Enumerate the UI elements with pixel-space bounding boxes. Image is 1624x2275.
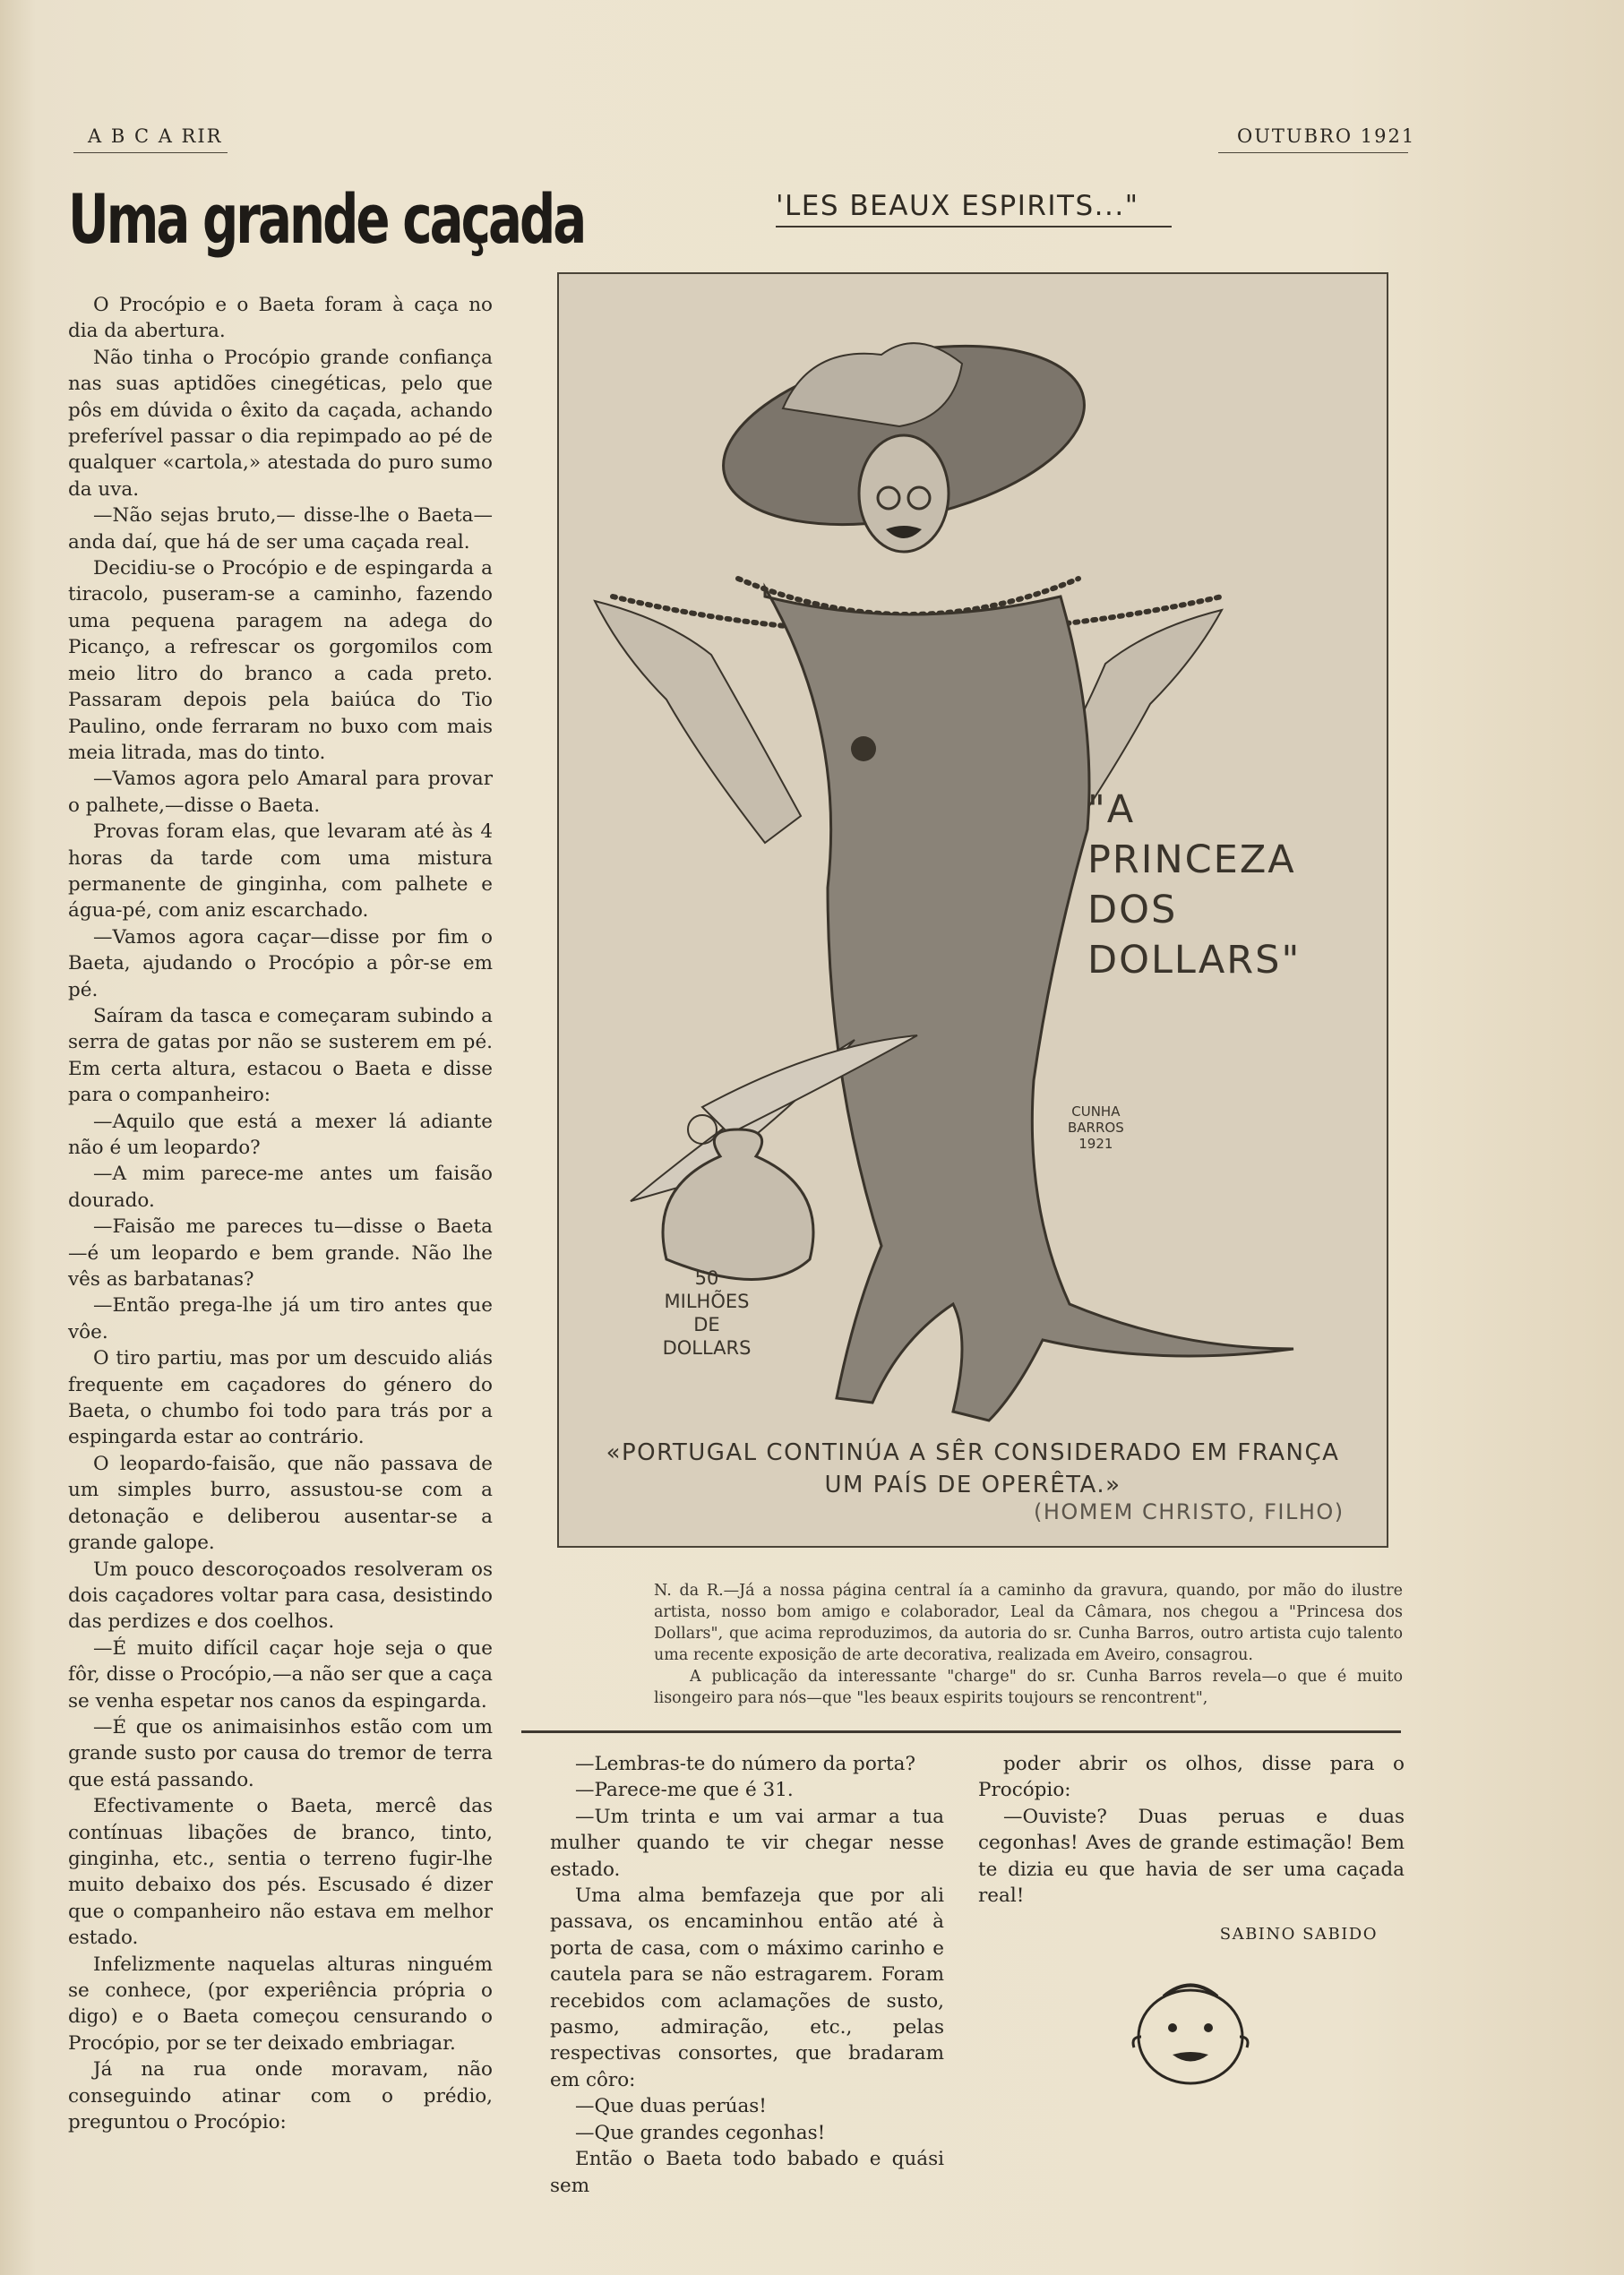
cartoon-title <box>1087 785 1387 985</box>
caption-author: (HOMEM CHRISTO, FILHO) <box>1034 1499 1345 1524</box>
paragraph: O Procópio e o Baeta foram à caça no dia da abertura. <box>68 294 493 343</box>
paragraph: —Que duas perúas! <box>575 2095 767 2118</box>
paragraph: —Ouviste? Duas peruas e duas cegonhas! Aves de grande estimação! Bem te dizia eu que havia de ser uma caçada real! <box>978 1805 1405 1908</box>
dress-shape <box>765 588 1293 1421</box>
caricature-face-icon <box>1123 1974 1258 2090</box>
bag-line: 50 <box>694 1267 719 1289</box>
cartoon-heading-rule <box>776 226 1172 228</box>
signature-line: BARROS <box>1068 1120 1124 1136</box>
paragraph: O tiro partiu, mas por um descuido aliás frequente em caçadores do género do Baeta, o chumbo foi todo para trás por a espingarda estar ao contrário. <box>68 1347 493 1449</box>
paragraph: —Vamos agora caçar—disse por fim o Baeta, ajudando o Procópio a pôr-se em pé. <box>68 925 493 1001</box>
bag-question-mark <box>688 1115 717 1144</box>
caption-line: «PORTUGAL CONTINÚA A SÊR CONSIDERADO EM FRANÇA <box>606 1439 1340 1466</box>
paragraph: —É muito difícil caçar hoje seja o que fôr, disse o Procópio,—a não ser que a caça se venha espetar nos canos da espingarda. <box>68 1636 493 1713</box>
arm-left <box>595 601 801 843</box>
cartoon-heading: 'LES BEAUX ESPIRITS..." <box>776 190 1139 222</box>
paragraph: —Lembras-te do número da porta? <box>575 1753 916 1775</box>
money-bag <box>663 1129 813 1280</box>
note-paragraph: A publicação da interessante "charge" do sr. Cunha Barros revela—o que é muito lisongeiro para nós—que "les beaux espirits toujours se rencontrent", <box>654 1668 1403 1707</box>
signature-line: 1921 <box>1078 1136 1113 1152</box>
cartoon-illustration <box>557 272 1388 1548</box>
section-divider <box>521 1730 1401 1733</box>
paragraph: Efectivamente o Baeta, mercê das contínuas libações de branco, tinto, ginginha, etc., sentia o terreno fugir-lhe muito debaixo dos pés. Escusado é dizer que o companheiro não estava em melhor estado. <box>68 1795 493 1950</box>
paragraph: Decidiu-se o Procópio e de espingarda a tiracolo, puseram-se a caminho, fazendo uma pequena paragem na adega do Picanço, a refrescar os gorgomilos com meio litro do branco a cada preto. Passaram depois pela baiúca do Tio Paulino, onde ferraram no buxo com mais meia litrada, mas do tinto. <box>68 557 493 764</box>
article-column-middle <box>550 1751 944 2199</box>
cartoon-title-line: "A <box>1087 787 1136 832</box>
paragraph: Não tinha o Procópio grande confiança nas suas aptidões cinegéticas, pelo que pôs em dúvida o êxito da caçada, achando preferível passar o dia repimpado ao pé de qualquer «cartola,» atestada do puro sumo da uva. <box>68 346 493 501</box>
paragraph: —Faisão me pareces tu—disse o Baeta —é um leopardo e bem grande. Não lhe vês as barbatanas? <box>68 1215 493 1292</box>
article-column-left <box>68 292 493 2135</box>
paragraph: Provas foram elas, que levaram até às 4 horas da tarde com uma mistura permanente de ginginha, com palhete e água-pé, com aniz escarchado. <box>68 820 493 923</box>
money-bag-label <box>649 1266 765 1360</box>
paragraph: —Não sejas bruto,— disse-lhe o Baeta— anda daí, que há de ser uma caçada real. <box>68 504 493 554</box>
paragraph: —A mim parece-me antes um faisão dourado. <box>68 1163 493 1212</box>
signature-line: CUNHA <box>1071 1103 1121 1120</box>
header-rule-left <box>73 152 228 153</box>
cartoon-title-line: DOLLARS" <box>1087 938 1302 983</box>
paragraph: Uma alma bemfazeja que por ali passava, os encaminhou então até à porta de casa, com o máximo carinho e cautela para se não estragarem. Foram recebidos com aclamações de susto, pasmo, admiração, etc., pelas respectivas consortes, que bradaram em côro: <box>550 1884 944 2091</box>
artist-signature <box>1068 1103 1124 1152</box>
article-column-right <box>978 1751 1405 1948</box>
magazine-name: A B C A RIR <box>88 125 223 147</box>
paragraph: O leopardo-faisão, que não passava de um simples burro, assustou-se com a detonação e deliberou ausentar-se a grande galope. <box>68 1452 493 1555</box>
bag-line: DOLLARS <box>662 1337 752 1359</box>
caption-line: UM PAÍS DE OPERÊTA.» <box>824 1472 1121 1498</box>
paragraph: —Que grandes cegonhas! <box>575 2121 826 2144</box>
brooch-shape <box>851 736 876 761</box>
paragraph: Já na rua onde moravam, não conseguindo atinar com o prédio, preguntou o Procópio: <box>68 2058 493 2134</box>
paragraph: —Parece-me que é 31. <box>575 1779 794 1802</box>
paragraph: —Então prega-lhe já um tiro antes que vôe. <box>68 1294 493 1344</box>
bag-line: DE <box>693 1314 720 1335</box>
cartoon-title-line: PRINCEZA DOS <box>1087 837 1296 932</box>
author-signature: SABINO SABIDO <box>1219 1925 1378 1944</box>
paragraph: Saíram da tasca e começaram subindo a serra de gatas por não se susterem em pé. Em certa altura, estacou o Baeta e disse para o companheiro: <box>68 1004 493 1107</box>
header-rule-right <box>1218 152 1408 153</box>
article-title: Uma grande caçada <box>68 179 585 259</box>
paragraph: —Aquilo que está a mexer lá adiante não é um leopardo? <box>68 1110 493 1159</box>
paragraph: Um pouco descoroçoados resolveram os dois caçadores voltar para casa, desistindo das perdizes e dos coelhos. <box>68 1558 493 1634</box>
cartoon-caption <box>559 1437 1387 1501</box>
editor-note <box>654 1580 1403 1709</box>
paragraph: Então o Baeta todo babado e quási sem <box>550 2148 944 2197</box>
paragraph: poder abrir os olhos, disse para o Procópio: <box>978 1753 1405 1802</box>
paragraph: —É que os animaisinhos estão com um grande susto por causa do tremor de terra que está passando. <box>68 1715 493 1791</box>
paragraph: —Um trinta e um vai armar a tua mulher quando te vir chegar nesse estado. <box>550 1805 944 1881</box>
issue-date: OUTUBRO 1921 <box>1237 125 1416 147</box>
note-paragraph: N. da R.—Já a nossa página central ía a caminho da gravura, quando, por mão do ilustre artista, nosso bom amigo e colaborador, Leal da Câmara, nos chegou a "Princesa dos Dollars", que acima reproduzimos, da autoria do sr. Cunha Barros, outro artista cujo talento uma recente exposição de arte decorativa, realizada em Aveiro, consagrou. <box>654 1582 1403 1664</box>
bag-line: MILHÕES <box>664 1291 750 1312</box>
paragraph: —Vamos agora pelo Amaral para provar o palhete,—disse o Baeta. <box>68 768 493 817</box>
paragraph: Infelizmente naquelas alturas ninguém se conhece, (por experiência própria o digo) e o Baeta começou censurando o Procópio, por se ter deixado embriagar. <box>68 1953 493 2055</box>
